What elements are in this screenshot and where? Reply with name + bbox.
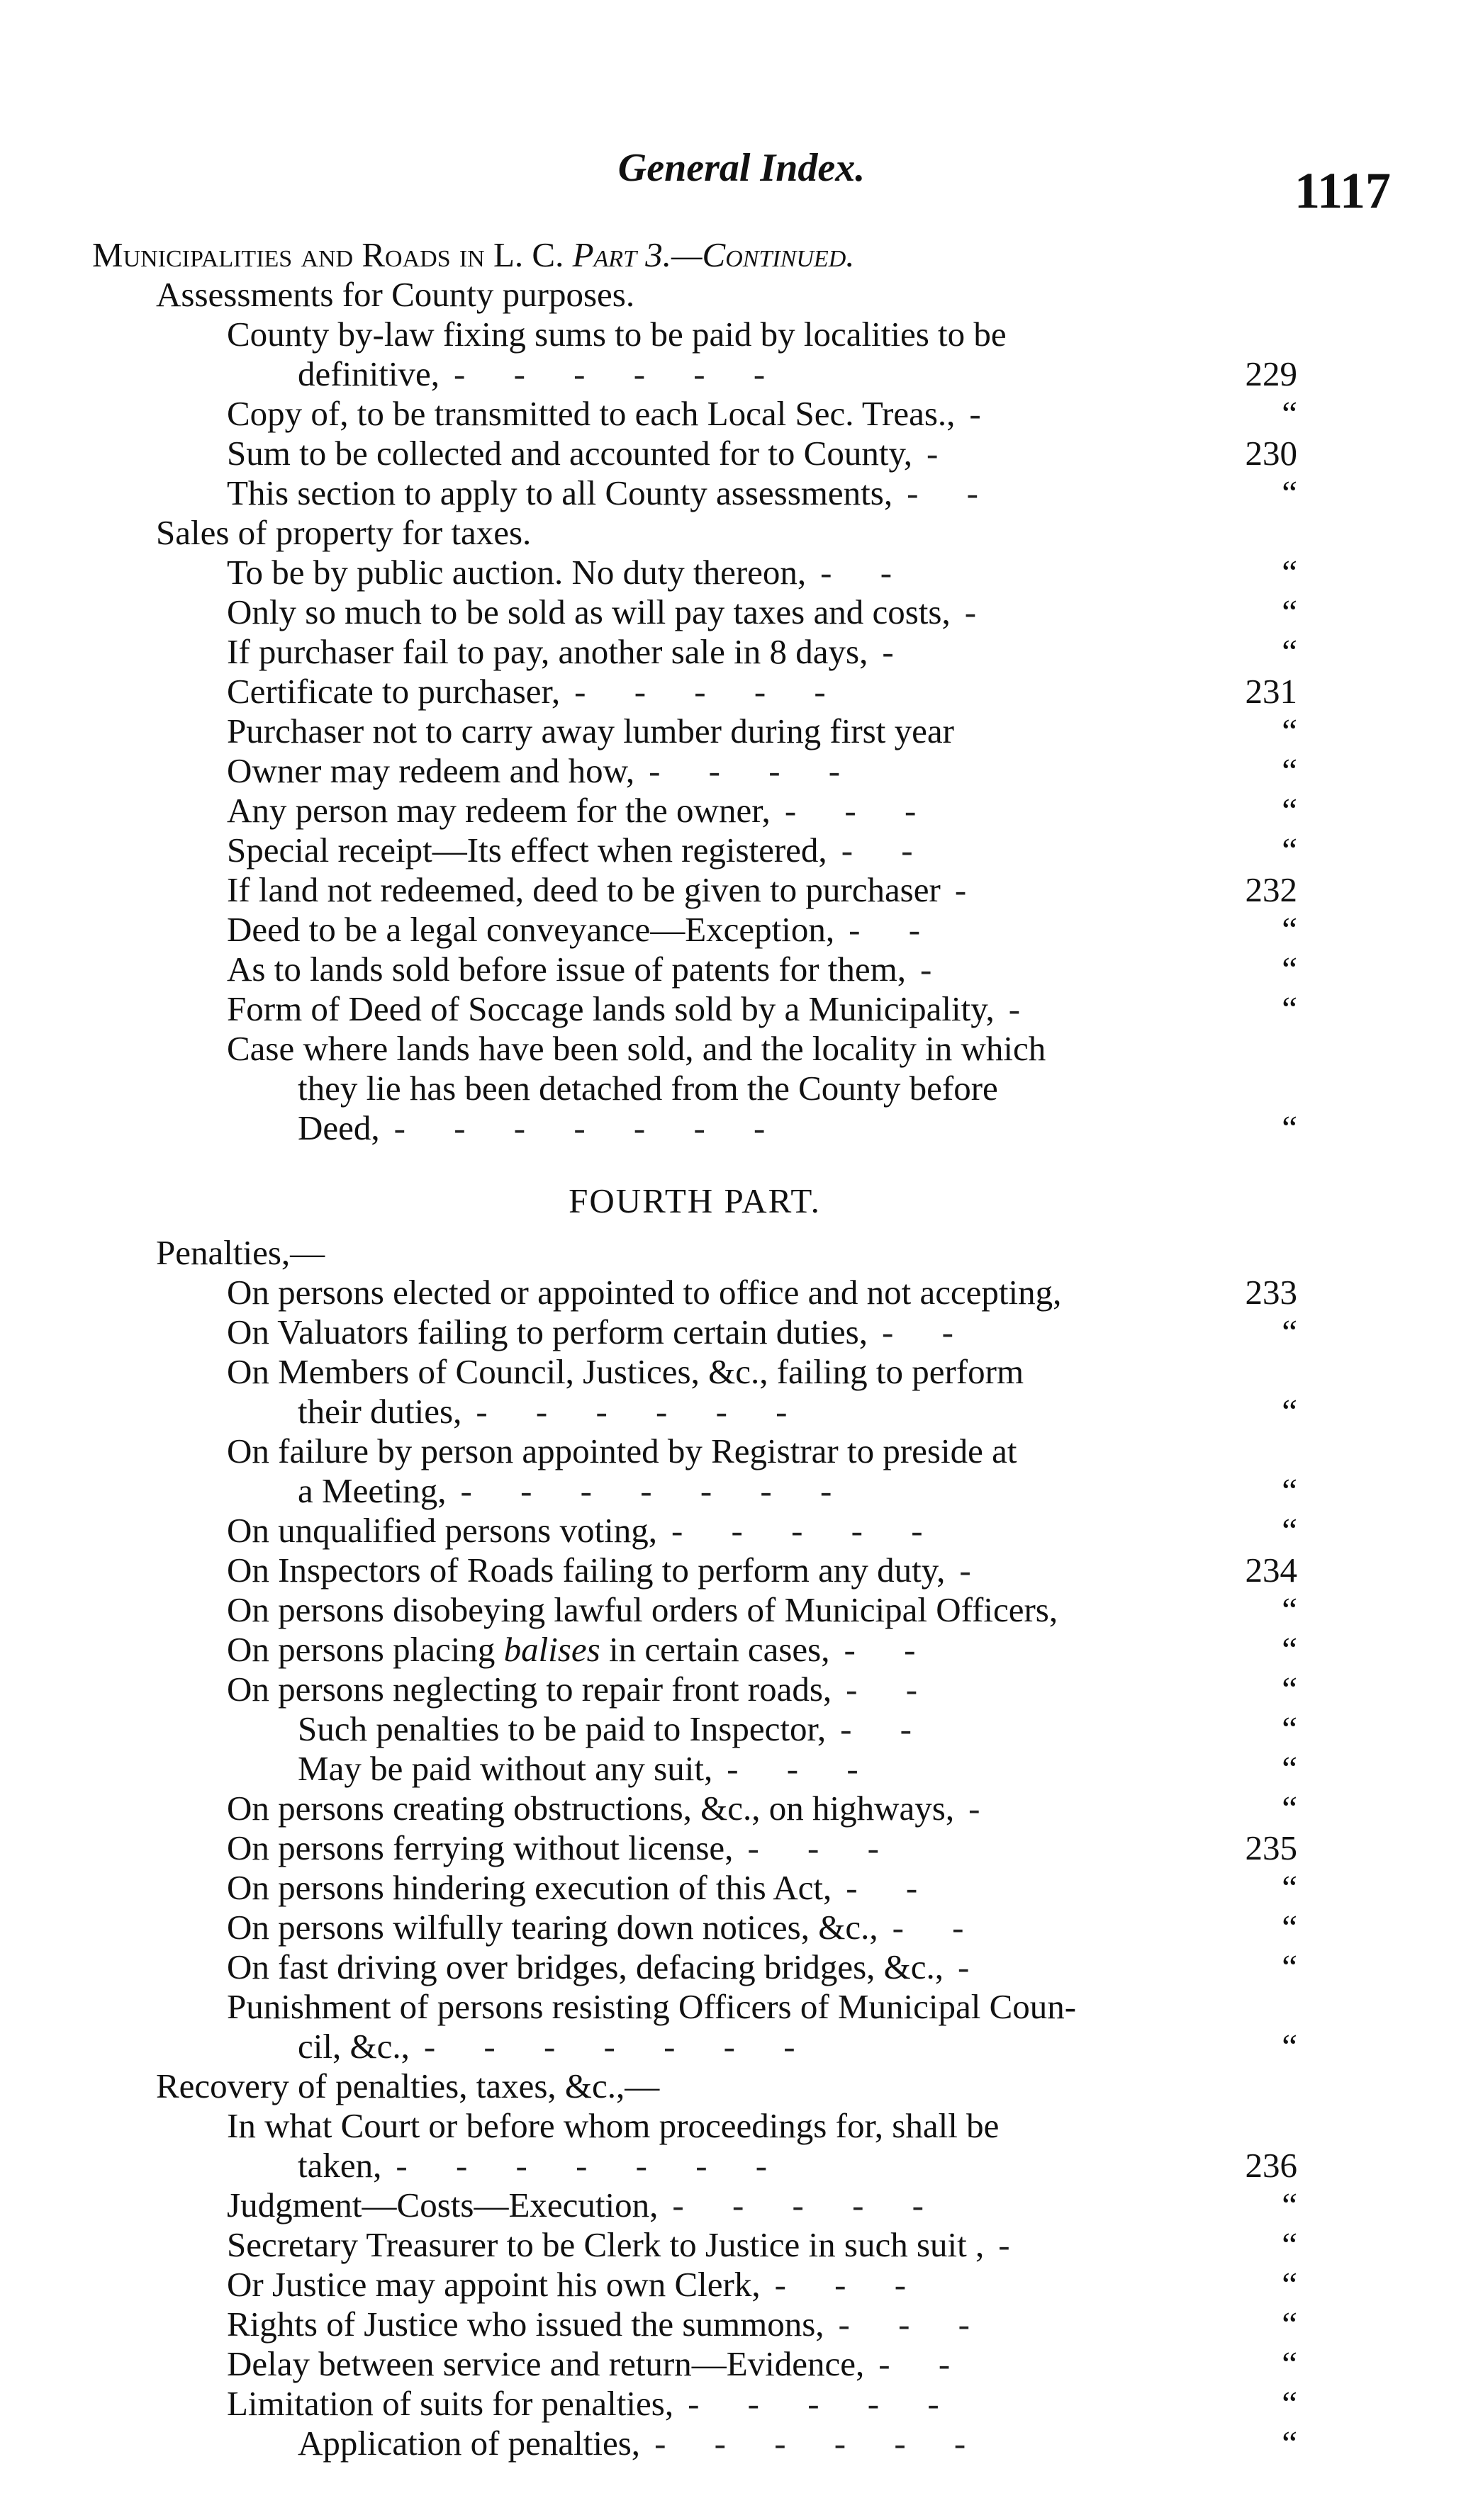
entry-text: On persons wilfully tearing down notices, &c., — [227, 1908, 878, 1947]
entry-text: On fast driving over bridges, defacing bridges, &c., — [227, 1947, 944, 1986]
index-entry — [92, 711, 1297, 751]
entry-text: a Meeting, — [298, 1471, 447, 1510]
entry-page: “ — [1282, 2186, 1297, 2224]
entry-leader: - - - — [784, 791, 936, 830]
entry-leader: - - - — [727, 1749, 878, 1788]
index-entry — [92, 2027, 1297, 2066]
index-entry — [92, 2186, 1297, 2225]
entry-page: “ — [1282, 1511, 1297, 1550]
index-entry — [92, 2146, 1297, 2186]
index-entry — [92, 2305, 1297, 2344]
entry-text: On persons creating obstructions, &c., on highways, — [227, 1789, 955, 1828]
entry-text: County by-law fixing sums to be paid by localities to be — [227, 315, 1007, 354]
entry-text: Only so much to be sold as will pay taxes and costs, — [227, 592, 951, 631]
entry-page: “ — [1282, 394, 1297, 433]
entry-text: This section to apply to all County assessments, — [227, 473, 893, 512]
entry-leader: - — [882, 632, 914, 671]
entry-page: “ — [1282, 989, 1297, 1028]
index-entry — [92, 1392, 1297, 1431]
entry-text: Any person may redeem for the owner, — [227, 791, 771, 830]
entry-text: Limitation of suits for penalties, — [227, 2384, 674, 2423]
entry-page: “ — [1282, 2027, 1297, 2066]
index-entry — [92, 1908, 1297, 1947]
entry-leader: - — [958, 1947, 990, 1986]
index-entry — [92, 1947, 1297, 1987]
page-number: 1117 — [1294, 162, 1391, 219]
entry-text: Punishment of persons resisting Officers of Municipal Coun- — [227, 1987, 1077, 2026]
entry-leader: - - — [878, 2344, 970, 2383]
index-entry — [92, 473, 1297, 513]
index-entry — [92, 1233, 1297, 1273]
entry-text: On persons disobeying lawful orders of Municipal Officers, — [227, 1590, 1058, 1629]
entry-page: 229 — [1245, 354, 1297, 393]
entry-page: 231 — [1245, 672, 1297, 711]
entry-text: Purchaser not to carry away lumber during first year — [227, 711, 954, 750]
entry-page: 230 — [1245, 434, 1297, 473]
entry-leader: - - - - - — [671, 1511, 943, 1550]
entry-page: 232 — [1245, 870, 1297, 909]
entry-page: “ — [1282, 910, 1297, 949]
entry-page: “ — [1282, 592, 1297, 631]
index-entry — [92, 2344, 1297, 2384]
entry-text: On failure by person appointed by Registrar to preside at — [227, 1431, 1017, 1470]
entry-page: “ — [1282, 2344, 1297, 2383]
entry-page: “ — [1282, 553, 1297, 592]
index-entry — [92, 910, 1297, 950]
entry-leader: - - - - - - - — [460, 1471, 852, 1510]
entry-text: their duties, — [298, 1392, 462, 1431]
entry-page: “ — [1282, 1670, 1297, 1709]
entry-text: Judgment—Costs—Execution, — [227, 2186, 659, 2224]
entry-text: If land not redeemed, deed to be given to purchaser — [227, 870, 941, 909]
entry-text: Recovery of penalties, taxes, &c.,— — [156, 2066, 660, 2105]
index-entry — [92, 791, 1297, 831]
entry-page: “ — [1282, 791, 1297, 830]
index-entry — [92, 1749, 1297, 1789]
index-entry — [92, 1551, 1297, 1590]
entry-text: On persons neglecting to repair front roads, — [227, 1670, 832, 1709]
entry-text: Secretary Treasurer to be Clerk to Justice in such suit , — [227, 2225, 985, 2264]
entry-leader: - - — [892, 1908, 984, 1947]
index-entry — [92, 751, 1297, 791]
index-entry — [92, 1108, 1297, 1148]
entry-page: “ — [1282, 751, 1297, 790]
entry-page: “ — [1282, 2305, 1297, 2344]
entry-leader: - — [920, 950, 952, 989]
entry-leader: - — [969, 394, 1001, 433]
index-entry — [92, 870, 1297, 910]
index-entry — [92, 553, 1297, 592]
entry-page: “ — [1282, 1590, 1297, 1629]
entry-page: “ — [1282, 831, 1297, 870]
index-heading — [92, 235, 1297, 275]
entry-page: “ — [1282, 1908, 1297, 1947]
entry-leader: - - - - - — [672, 2186, 944, 2224]
entry-leader: - - — [846, 1868, 938, 1907]
entry-leader: - - - - - - — [654, 2424, 986, 2463]
entry-leader: - - - — [774, 2265, 927, 2304]
entry-leader: - - — [846, 1670, 938, 1709]
index-entry — [92, 592, 1297, 632]
entry-leader: - - — [820, 553, 912, 592]
entry-text: On Valuators failing to perform certain duties, — [227, 1312, 868, 1351]
index-entry — [92, 632, 1297, 672]
index-entry — [92, 1431, 1297, 1471]
entry-leader: - - — [849, 910, 941, 949]
entry-page: 236 — [1245, 2146, 1297, 2185]
index-entry — [92, 989, 1297, 1029]
entry-text: they lie has been detached from the County before — [298, 1069, 998, 1108]
entry-text: Or Justice may appoint his own Clerk, — [227, 2265, 761, 2304]
entry-text: Rights of Justice who issued the summons, — [227, 2305, 824, 2344]
entry-leader: - - - - - - - — [396, 2146, 788, 2185]
entry-text: On persons placing balises in certain cases, — [227, 1630, 830, 1669]
index-entry — [92, 2265, 1297, 2305]
entry-text: On persons hindering execution of this Act, — [227, 1868, 832, 1907]
entry-page: 235 — [1245, 1828, 1297, 1867]
index-entry — [92, 1828, 1297, 1868]
entry-page: “ — [1282, 2424, 1297, 2463]
entry-page: “ — [1282, 2384, 1297, 2423]
entry-text: Copy of, to be transmitted to each Local Sec. Treas., — [227, 394, 956, 433]
entry-text: Deed to be a legal conveyance—Exception, — [227, 910, 835, 949]
index-entry — [92, 1630, 1297, 1670]
index-entry — [92, 2384, 1297, 2424]
entry-leader: - - - - - — [688, 2384, 959, 2423]
entry-leader: - — [1008, 989, 1041, 1028]
entry-page: “ — [1282, 1630, 1297, 1669]
index-entry — [92, 1590, 1297, 1630]
entry-page: “ — [1282, 711, 1297, 750]
entry-page: “ — [1282, 1868, 1297, 1907]
entry-leader: - - — [882, 1312, 973, 1351]
index-entry — [92, 394, 1297, 434]
index-entry — [92, 950, 1297, 989]
entry-text: Delay between service and return—Evidence, — [227, 2344, 865, 2383]
index-entry — [92, 2225, 1297, 2265]
entry-page: “ — [1282, 950, 1297, 989]
entry-leader: - — [998, 2225, 1030, 2264]
entry-leader: - — [959, 1551, 991, 1590]
entry-page: “ — [1282, 1709, 1297, 1748]
index-entry — [92, 315, 1297, 354]
index-entry — [92, 1312, 1297, 1352]
index-entry — [92, 2106, 1297, 2146]
entry-leader: - - - - - - — [454, 354, 785, 393]
entry-text: May be paid without any suit, — [298, 1749, 713, 1788]
entry-leader: - - — [844, 1630, 936, 1669]
index-entry — [92, 1069, 1297, 1108]
index-entry — [92, 2066, 1297, 2106]
heading-title: Municipalities and Roads in L. C. — [92, 235, 564, 274]
entry-page: “ — [1282, 473, 1297, 512]
entry-text: Owner may redeem and how, — [227, 751, 635, 790]
heading-part: Part 3.—Continued. — [572, 235, 855, 274]
entry-page: “ — [1282, 2225, 1297, 2264]
entry-text: Application of penalties, — [298, 2424, 641, 2463]
entry-page: “ — [1282, 1108, 1297, 1147]
index-entry — [92, 1789, 1297, 1828]
entry-leader: - - - — [747, 1828, 899, 1867]
entry-text: cil, &c., — [298, 2027, 410, 2066]
entry-page: “ — [1282, 1312, 1297, 1351]
entry-text: Assessments for County purposes. — [156, 275, 635, 314]
entry-text: Sum to be collected and accounted for to County, — [227, 434, 913, 473]
entry-italic-term: balises — [503, 1630, 600, 1669]
entry-text: In what Court or before whom proceedings for, shall be — [227, 2106, 1000, 2145]
index-block-part-three — [92, 275, 1297, 1148]
entry-leader: - - — [840, 1709, 931, 1748]
index-entry — [92, 1352, 1297, 1392]
entry-leader: - - - - - - - — [393, 1108, 785, 1147]
index-entry — [92, 1511, 1297, 1551]
index-entry — [92, 1709, 1297, 1749]
index-entry — [92, 1868, 1297, 1908]
entry-leader: - - — [841, 831, 933, 870]
entry-page: “ — [1282, 1471, 1297, 1510]
entry-text: Such penalties to be paid to Inspector, — [298, 1709, 827, 1748]
entry-text: On Members of Council, Justices, &c., failing to perform — [227, 1352, 1024, 1391]
index-body — [92, 235, 1297, 2463]
entry-leader: - - — [907, 473, 998, 512]
entry-page: “ — [1282, 1392, 1297, 1431]
entry-text: If purchaser fail to pay, another sale in 8 days, — [227, 632, 868, 671]
section-title: FOURTH PART. — [569, 1181, 821, 1220]
entry-leader: - — [927, 434, 958, 473]
entry-text: Deed, — [298, 1108, 380, 1147]
entry-leader: - — [968, 1789, 1000, 1828]
entry-leader: - - - - - - - — [423, 2027, 815, 2066]
entry-leader: - - - - - - — [476, 1392, 807, 1431]
entry-text: On persons elected or appointed to office and not accepting, — [227, 1273, 1062, 1312]
entry-text: Certificate to purchaser, — [227, 672, 561, 711]
index-entry — [92, 1471, 1297, 1511]
entry-text: To be by public auction. No duty thereon, — [227, 553, 807, 592]
entry-text: Case where lands have been sold, and the locality in which — [227, 1029, 1046, 1068]
entry-text: definitive, — [298, 354, 440, 393]
entry-leader: - — [954, 870, 987, 909]
entry-text: taken, — [298, 2146, 382, 2185]
entry-page: 234 — [1245, 1551, 1297, 1590]
entry-text: On Inspectors of Roads failing to perform any duty, — [227, 1551, 946, 1590]
entry-text: Special receipt—Its effect when registered, — [227, 831, 827, 870]
entry-leader: - - - - - — [574, 672, 846, 711]
index-entry — [92, 1273, 1297, 1312]
running-head: General Index. — [617, 146, 866, 190]
index-block-fourth-part — [92, 1233, 1297, 2463]
entry-text: As to lands sold before issue of patents for them, — [227, 950, 907, 989]
index-entry — [92, 1987, 1297, 2027]
entry-text: Penalties,— — [156, 1233, 325, 1272]
entry-page: “ — [1282, 1749, 1297, 1788]
index-entry — [92, 275, 1297, 315]
entry-text: Form of Deed of Soccage lands sold by a Municipality, — [227, 989, 995, 1028]
entry-leader: - — [964, 592, 997, 631]
entry-text: On persons ferrying without license, — [227, 1828, 734, 1867]
entry-page: “ — [1282, 1947, 1297, 1986]
index-entry — [92, 1670, 1297, 1709]
entry-page: “ — [1282, 1789, 1297, 1828]
index-entry — [92, 831, 1297, 870]
index-entry — [92, 513, 1297, 553]
index-entry — [92, 1029, 1297, 1069]
entry-text: Sales of property for taxes. — [156, 513, 532, 552]
index-entry — [92, 2424, 1297, 2463]
entry-leader: - - - — [838, 2305, 990, 2344]
index-entry — [92, 354, 1297, 394]
entry-text: On unqualified persons voting, — [227, 1511, 657, 1550]
entry-leader: - - - - — [649, 751, 861, 790]
index-entry — [92, 672, 1297, 711]
entry-page: 233 — [1245, 1273, 1297, 1312]
entry-page: “ — [1282, 632, 1297, 671]
entry-page: “ — [1282, 2265, 1297, 2304]
index-entry — [92, 434, 1297, 473]
